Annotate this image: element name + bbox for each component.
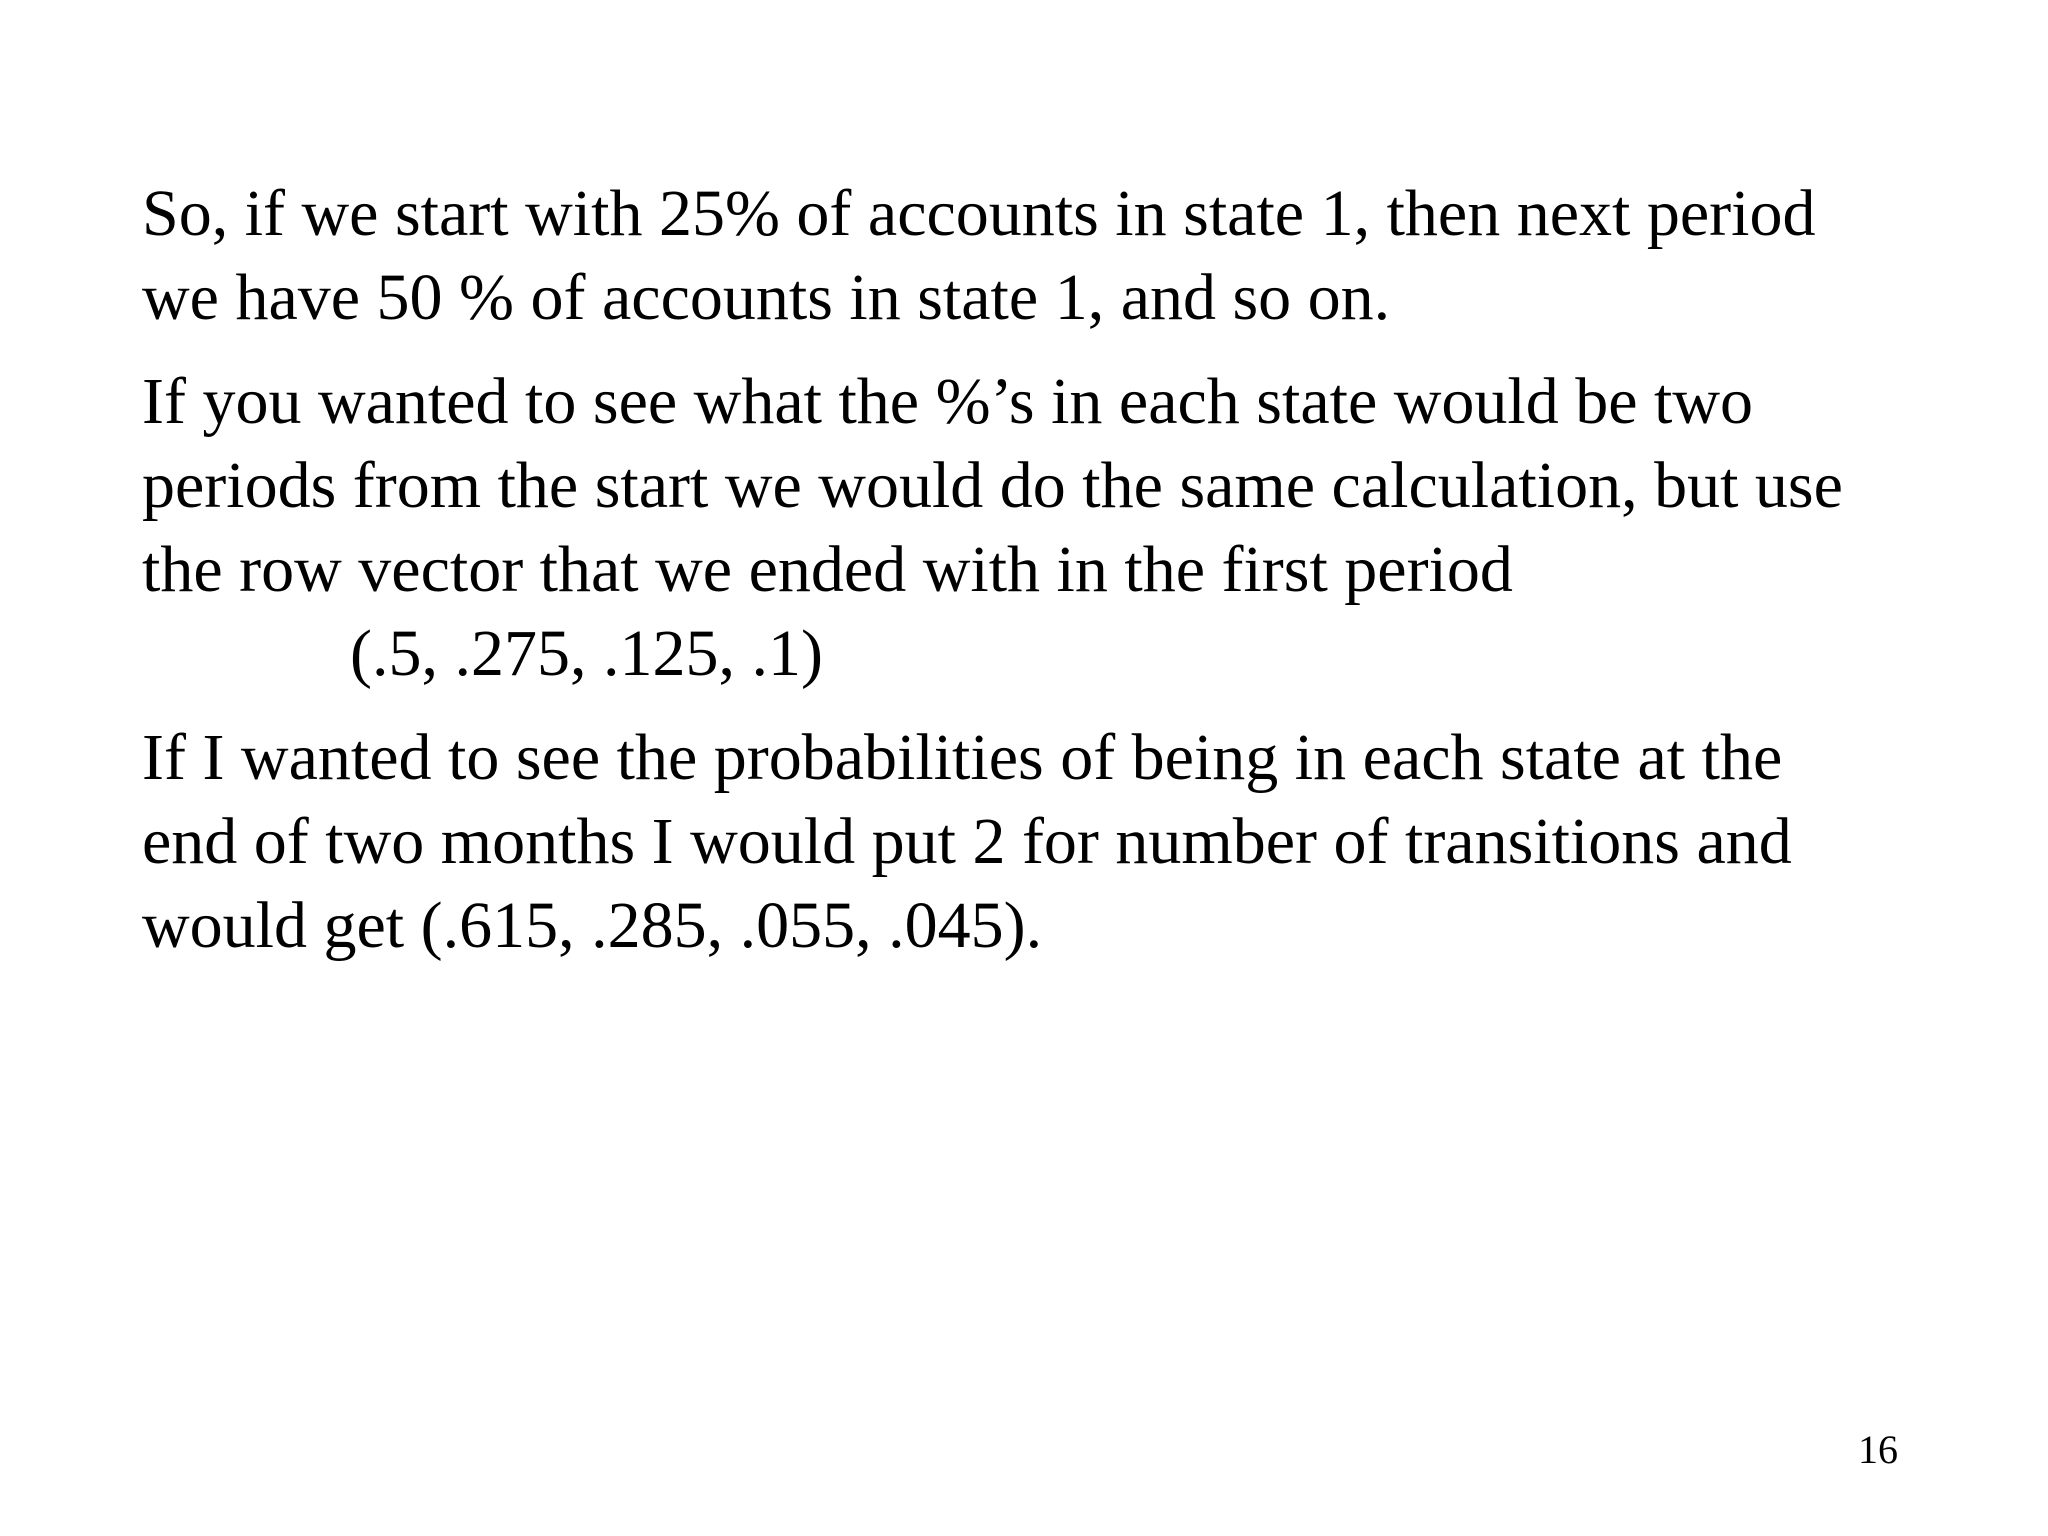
row-vector: (.5, .275, .125, .1) — [350, 617, 823, 690]
text-line: would get (.615, .285, .055, .045). — [142, 889, 1043, 962]
text-line: So, if we start with 25% of accounts in state 1, then next period — [142, 177, 1816, 250]
text-line: we have 50 % of accounts in state 1, and so on. — [142, 261, 1391, 334]
page-number: 16 — [1858, 1427, 1898, 1472]
text-line: end of two months I would put 2 for number of transitions and — [142, 805, 1792, 878]
text-line: If I wanted to see the probabilities of being in each state at the — [142, 721, 1783, 794]
paragraph-two-months — [142, 716, 1962, 968]
text-line: the row vector that we ended with in the first period — [142, 533, 1513, 606]
paragraph-two-periods — [142, 360, 1962, 696]
paragraph-initial-state — [142, 172, 1962, 340]
text-line: If you wanted to see what the %’s in each state would be two — [142, 365, 1754, 438]
text-line: periods from the start we would do the same calculation, but use — [142, 449, 1843, 522]
slide-body — [142, 172, 1962, 968]
